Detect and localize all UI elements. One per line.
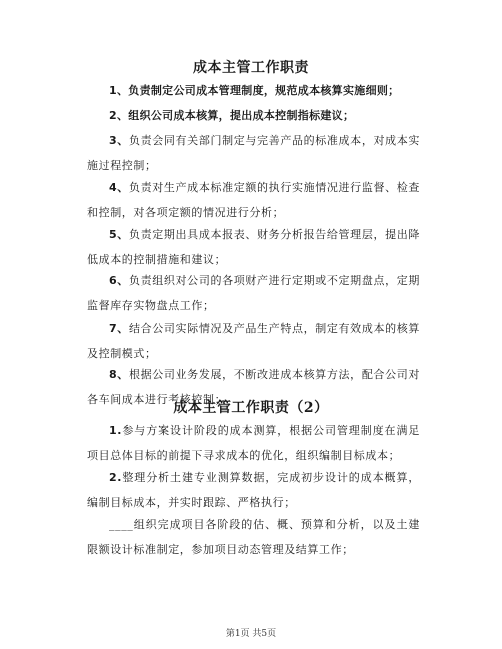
blank-underline: ____: [109, 518, 134, 531]
section1-title: 成本主管工作职责: [193, 60, 309, 76]
item-number: 5、: [109, 228, 129, 241]
item-number: 1、: [109, 84, 129, 97]
item-text: 负责定期出具成本报表、财务分析报告给管理层，提出降低成本的控制措施和建议；: [87, 228, 421, 266]
item-number: 2.: [109, 471, 123, 484]
item-number: 6、: [109, 274, 129, 287]
section1-item-5: [87, 222, 420, 272]
section2-item-1: [87, 418, 420, 468]
item-number: 2、: [109, 109, 129, 122]
item-text: 负责制定公司成本管理制度，规范成本核算实施细则；: [128, 84, 400, 97]
section2-item-3: [87, 512, 420, 562]
item-number: 7、: [109, 322, 129, 335]
section1-item-6: [87, 268, 420, 318]
item-text: 组织公司成本核算，提出成本控制指标建议；: [128, 109, 355, 122]
section1-item-4: [87, 175, 420, 225]
section1-item-7: [87, 316, 420, 366]
section1-item-1: [87, 78, 420, 103]
section1-item-3: [87, 128, 420, 178]
item-number: 8、: [109, 368, 129, 381]
section2-title: 成本主管工作职责（2）: [173, 400, 329, 416]
item-text: 负责组织对公司的各项财产进行定期或不定期盘点，定期监督库存实物盘点工作；: [87, 274, 421, 312]
item-text: 根据公司业务发展，不断改进成本核算方法，配合公司对各车间成本进行考核控制；: [87, 368, 421, 406]
item-text: 整理分析土建专业测算数据，完成初步设计的成本概算，编制目标成本，并实时跟踪、严格执行；: [87, 471, 420, 509]
section2-item-2: [87, 465, 420, 515]
item-text: 负责会同有关部门制定与完善产品的标准成本，对成本实施过程控制；: [87, 134, 421, 172]
item-text: 负责对生产成本标准定额的执行实施情况进行监督、检查和控制，对各项定额的情况进行分析；: [87, 181, 421, 219]
item-text: 结合公司实际情况及产品生产特点，制定有效成本的核算及控制模式；: [87, 322, 421, 360]
item-text: 组织完成项目各阶段的估、概、预算和分析，以及土建限额设计标准制定，参加项目动态管理及结算工作；: [87, 518, 420, 556]
section1-item-2: [87, 103, 420, 128]
item-text: 参与方案设计阶段的成本测算，根据公司管理制度在满足项目总体目标的前提下寻求成本的优化，组织编制目标成本；: [87, 424, 420, 462]
item-number: 3、: [109, 134, 129, 147]
page-footer: 第1页 共5页: [225, 629, 277, 639]
item-number: 4、: [109, 181, 129, 194]
item-number: 1.: [109, 424, 123, 437]
